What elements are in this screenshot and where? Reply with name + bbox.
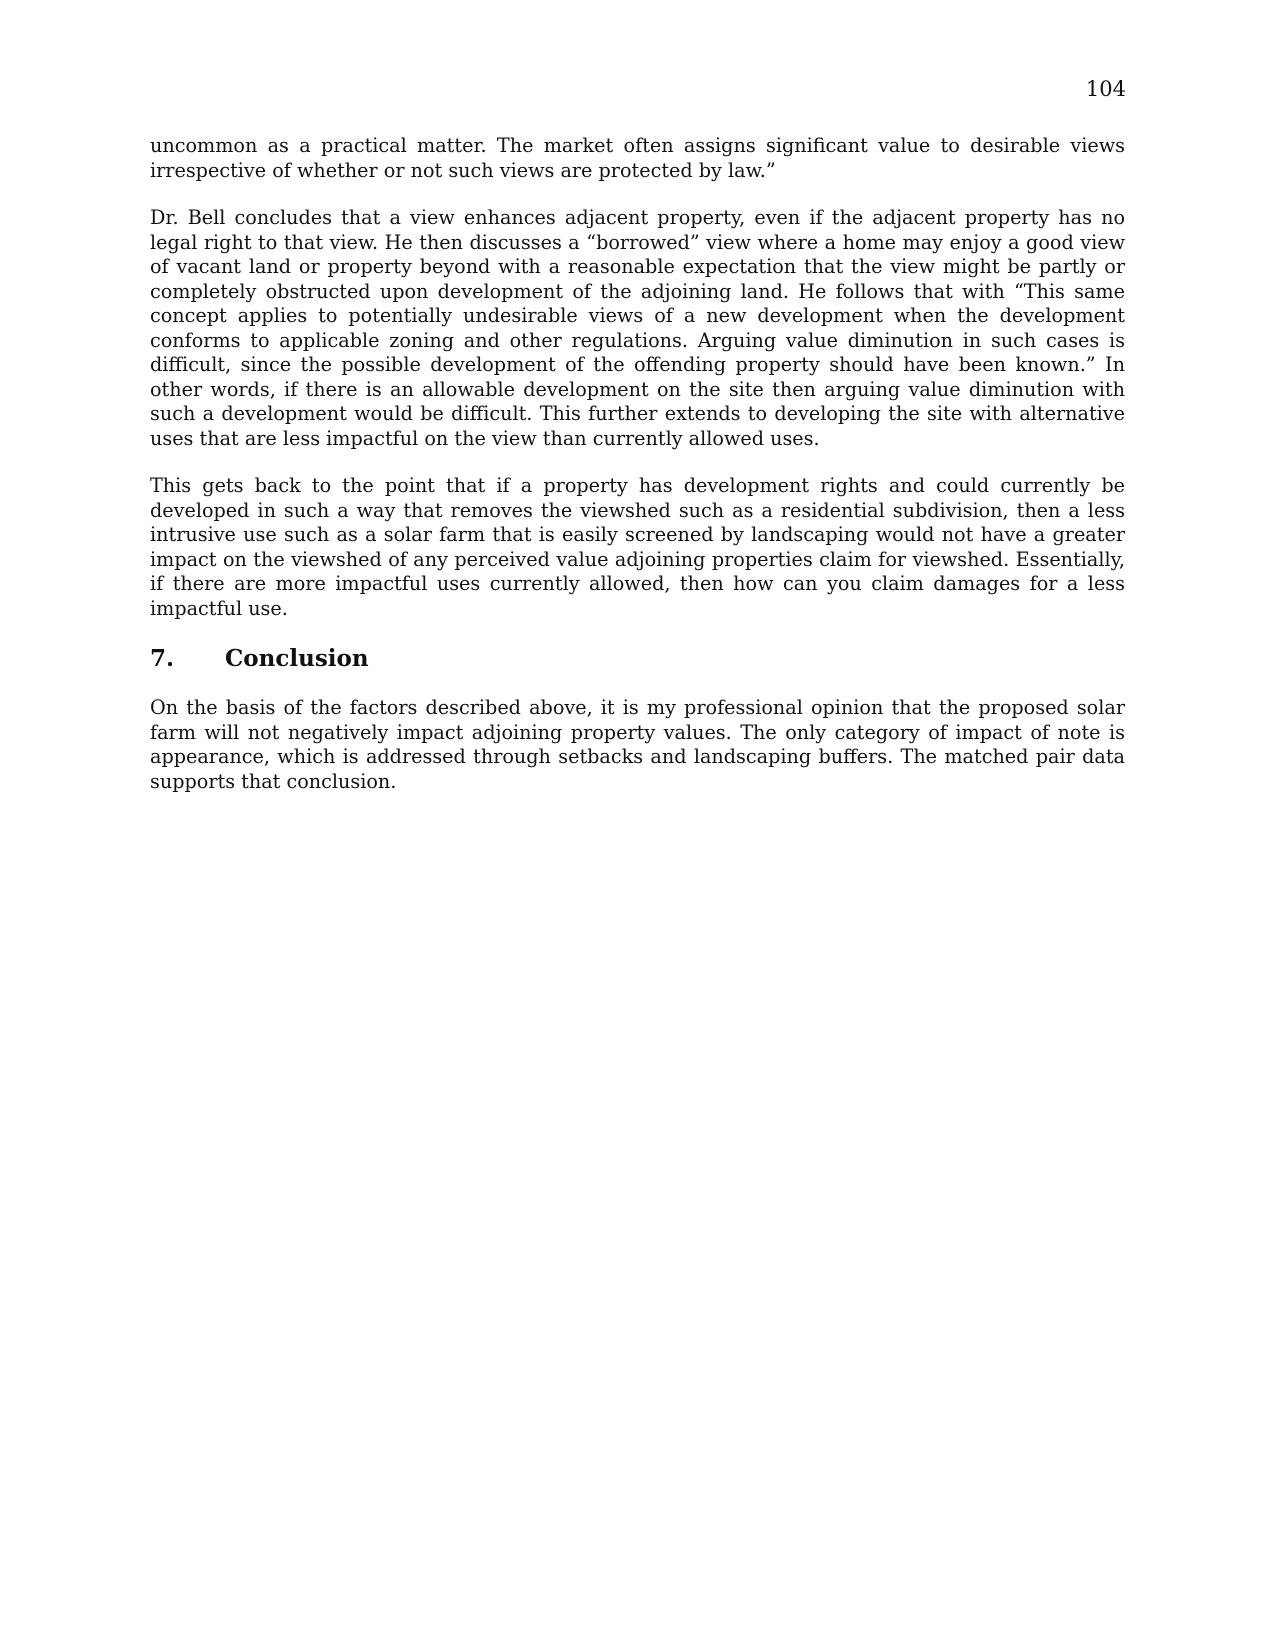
page-number: 104 — [1085, 77, 1126, 101]
paragraph-conclusion: On the basis of the factors described above, it is my professional opinion that the proposed solar farm will not negatively impact adjoining property values. The only category of impact of note is appearance, which is addressed through setbacks and landscaping buffers. The matched pair data supports that conclusion. — [150, 696, 1125, 793]
section-title: Conclusion — [225, 645, 369, 672]
section-heading-conclusion — [150, 644, 1125, 674]
paragraph-development-rights: This gets back to the point that if a property has development rights and could currently be developed in such a way that removes the viewshed such as a residential subdivision, then a less intrusive use such as a solar farm that is easily screened by landscaping would not have a greater impact on the viewshed of any perceived value adjoining properties claim for viewshed. Essentially, if there are more impactful uses currently allowed, then how can you claim damages for a less impactful use. — [150, 474, 1125, 620]
section-number: 7. — [150, 645, 175, 672]
paragraph-continued-quote: uncommon as a practical matter. The market often assigns significant value to desirable views irrespective of whether or not such views are protected by law.” — [150, 134, 1125, 182]
page-content — [150, 134, 1125, 817]
paragraph-borrowed-view: Dr. Bell concludes that a view enhances adjacent property, even if the adjacent property has no legal right to that view. He then discusses a “borrowed” view where a home may enjoy a good view of vacant land or property beyond with a reasonable expectation that the view might be partly or completely obstructed upon development of the adjoining land. He follows that with “This same concept applies to potentially undesirable views of a new development when the development conforms to applicable zoning and other regulations. Arguing value diminution in such cases is difficult, since the possible development of the offending property should have been known.” In other words, if there is an allowable development on the site then arguing value diminution with such a development would be difficult. This further extends to developing the site with alternative uses that are less impactful on the view than currently allowed uses. — [150, 206, 1125, 450]
